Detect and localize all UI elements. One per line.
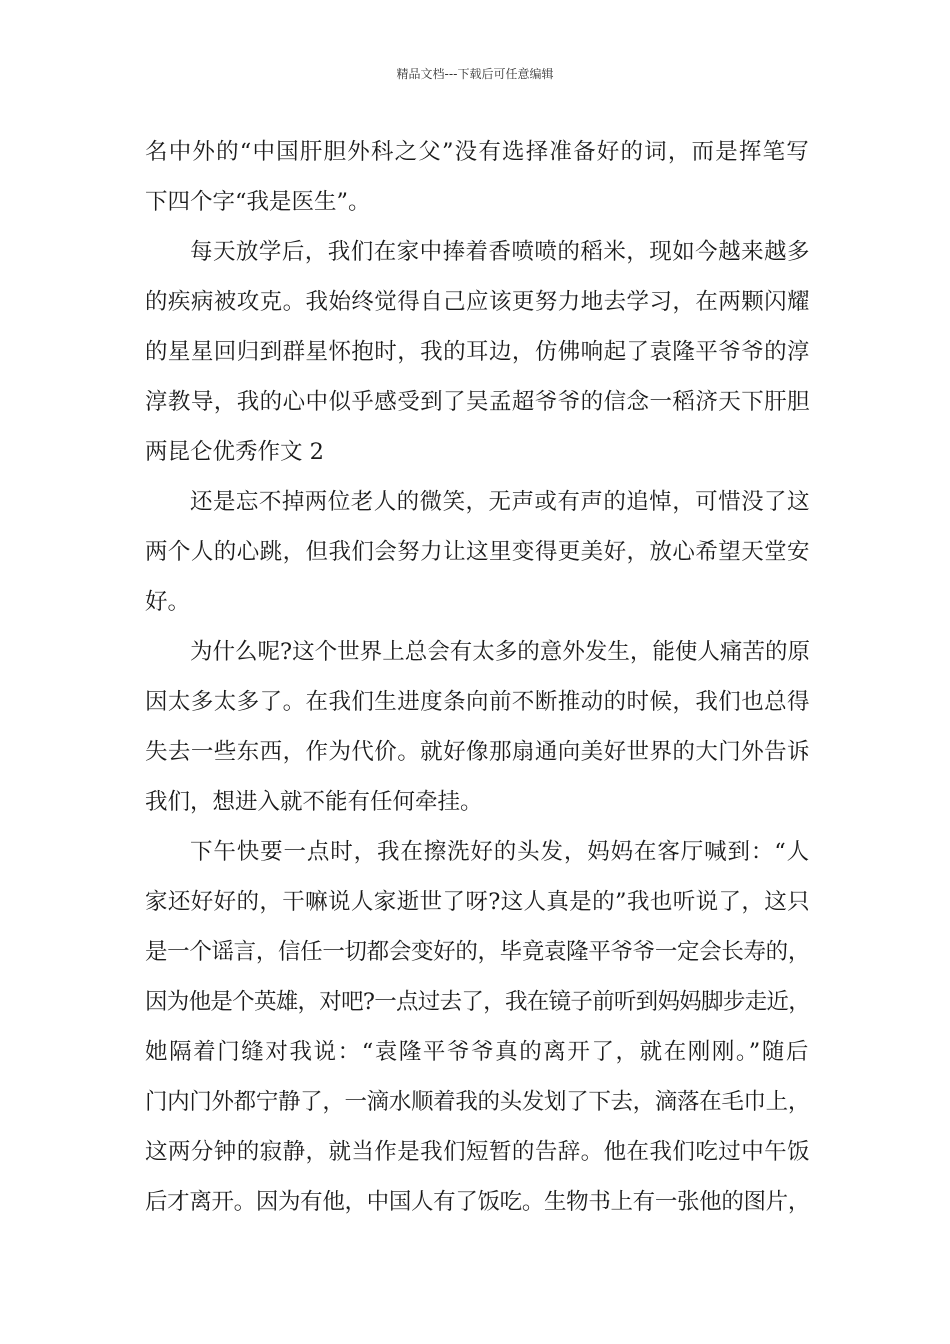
text-line: 是一个谣言，信任一切都会变好的，毕竟袁隆平爷爷一定会长寿的， [145,939,810,965]
text-line: 好。 [145,589,191,615]
text-line: 还是忘不掉两位老人的微笑，无声或有声的追悼，可惜没了这 [190,489,810,515]
text-line: 每天放学后，我们在家中捧着香喷喷的稻米，现如今越来越多 [190,239,810,265]
page-header: 精品文档---下载后可任意编辑 [396,67,554,81]
text-line: 我们，想进入就不能有任何牵挂。 [145,789,483,815]
text-line: 家还好好的，干嘛说人家逝世了呀?这人真是的”我也听说了，这只 [145,889,810,915]
text-line: 因为他是个英雄，对吧?一点过去了，我在镜子前听到妈妈脚步走近， [145,989,810,1015]
text-line: 后才离开。因为有他，中国人有了饭吃。生物书上有一张他的图片， [145,1189,810,1215]
text-line: 的星星回归到群星怀抱时，我的耳边，仿佛响起了袁隆平爷爷的淳 [145,339,810,365]
text-line: 失去一些东西，作为代价。就好像那扇通向美好世界的大门外告诉 [145,739,810,765]
text-line: 下午快要一点时，我在擦洗好的头发，妈妈在客厅喊到：“人 [190,839,810,865]
document-body [145,132,810,1232]
text-line: 门内门外都宁静了，一滴水顺着我的头发划了下去，滴落在毛巾上， [145,1089,810,1115]
text-line: 淳教导，我的心中似乎感受到了吴孟超爷爷的信念一稻济天下肝胆 [145,389,810,415]
text-line: 的疾病被攻克。我始终觉得自己应该更努力地去学习，在两颗闪耀 [145,289,810,315]
text-line: 这两分钟的寂静，就当作是我们短暂的告辞。他在我们吃过中午饭 [145,1139,810,1165]
text-line: 两个人的心跳，但我们会努力让这里变得更美好，放心希望天堂安 [145,539,810,565]
text-line: 两昆仑优秀作文 2 [145,439,324,465]
text-line: 名中外的“中国肝胆外科之父”没有选择准备好的词，而是挥笔写 [145,139,810,165]
text-line: 为什么呢?这个世界上总会有太多的意外发生，能使人痛苦的原 [190,639,810,665]
text-line: 她隔着门缝对我说：“袁隆平爷爷真的离开了，就在刚刚。”随后 [145,1039,810,1065]
text-line: 因太多太多了。在我们生进度条向前不断推动的时候，我们也总得 [145,689,810,715]
text-line: 下四个字“我是医生”。 [145,189,371,215]
